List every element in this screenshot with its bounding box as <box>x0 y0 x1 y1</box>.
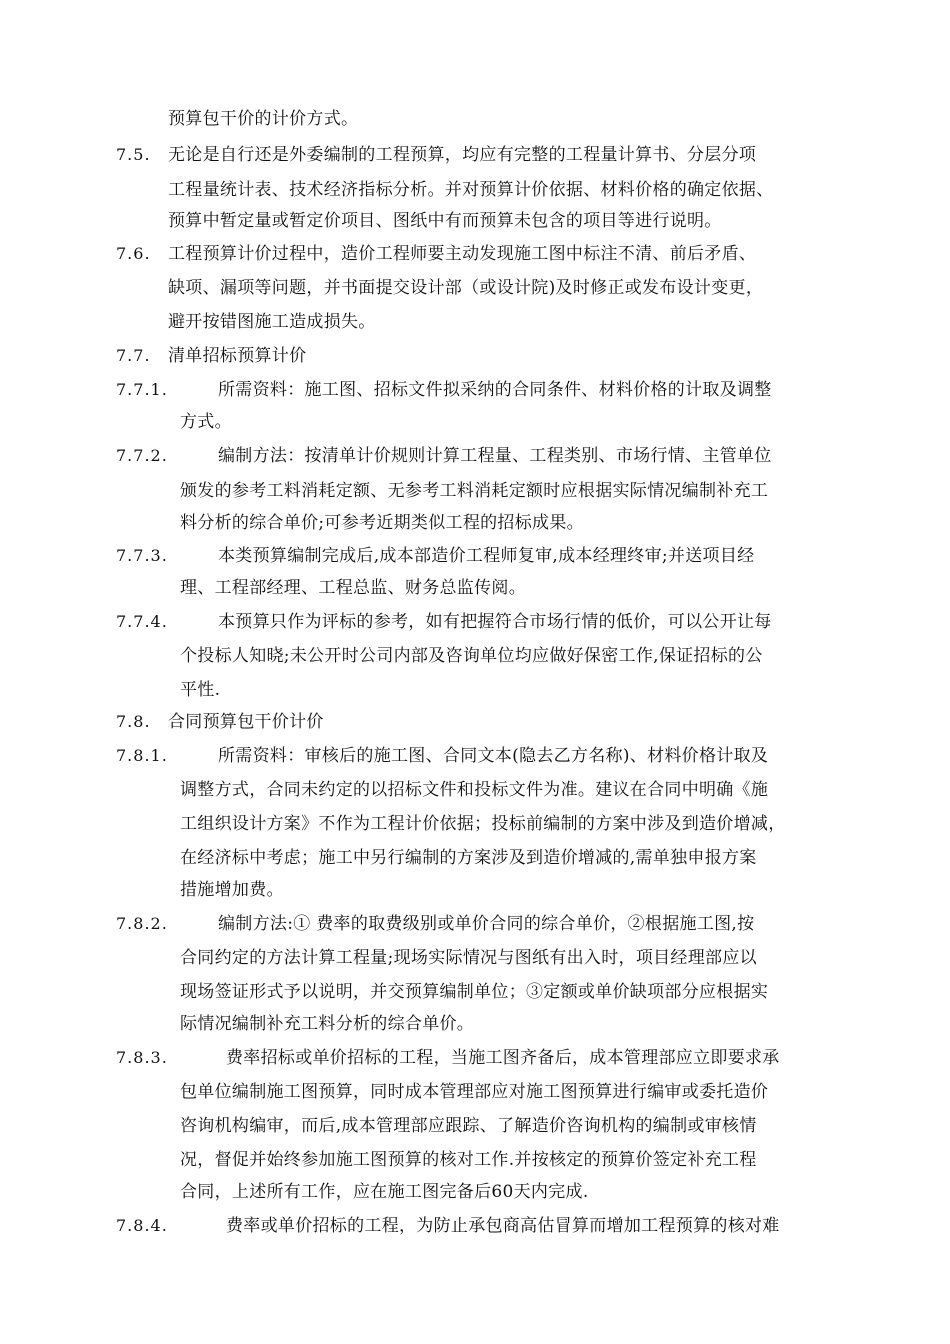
line-8-number: 7.7.1. <box>116 380 168 399</box>
line-16-text: 个投标人知晓;未公开时公司内部及咨询单位均应做好保密工作,保证招标的公 <box>180 646 763 666</box>
line-26-text: 现场签证形式予以说明，并交预算编制单位；③定额或单价缺项部分应根据实 <box>180 982 769 1002</box>
line-0-text: 预算包干价的计价方式。 <box>168 109 359 129</box>
line-15-text: 本预算只作为评标的参考，如有把握符合市场行情的低价，可以公开让每 <box>218 612 772 632</box>
line-31-text: 况，督促并始终参加施工图预算的核对工作.并按核定的预算价签定补充工程 <box>180 1150 757 1170</box>
line-33-number: 7.8.4. <box>116 1216 168 1235</box>
line-33-text: 费率或单价招标的工程，为防止承包商高估冒算而增加工程预算的核对难 <box>226 1216 780 1236</box>
line-27-text: 际情况编制补充工料分析的综合单价。 <box>180 1014 475 1034</box>
line-10-number: 7.7.2. <box>116 446 168 465</box>
line-22-text: 在经济标中考虑；施工中另行编制的方案涉及到造价增减的,需单独申报方案 <box>180 848 757 868</box>
line-8-text: 所需资料：施工图、招标文件拟采纳的合同条件、材料价格的计取及调整 <box>218 380 772 400</box>
line-10-text: 编制方法：按清单计价规则计算工程量、工程类别、市场行情、主管单位 <box>218 446 772 466</box>
line-24-number: 7.8.2. <box>116 914 168 933</box>
line-14-text: 理、工程部经理、工程总监、财务总监传阅。 <box>180 578 526 598</box>
line-9-text: 方式。 <box>180 412 232 432</box>
line-20-text: 调整方式，合同未约定的以招标文件和投标文件为准。建议在合同中明确《施 <box>180 780 769 800</box>
line-13-text: 本类预算编制完成后,成本部造价工程师复审,成本经理终审;并送项目经 <box>218 546 755 566</box>
line-29-text: 包单位编制施工图预算，同时成本管理部应对施工图预算进行编审或委托造价 <box>180 1082 769 1102</box>
line-1-number: 7.5. <box>116 145 151 164</box>
line-12-text: 料分析的综合单价;可参考近期类似工程的招标成果。 <box>180 513 584 533</box>
line-30-text: 咨询机构编审，而后,成本管理部应跟踪、了解造价咨询机构的编制或审核情 <box>180 1116 757 1136</box>
line-13-number: 7.7.3. <box>116 546 168 565</box>
line-19-text: 所需资料：审核后的施工图、合同文本(隐去乙方名称)、材料价格计取及 <box>218 746 769 766</box>
line-23-text: 措施增加费。 <box>180 880 284 900</box>
line-15-number: 7.7.4. <box>116 612 168 631</box>
line-28-number: 7.8.3. <box>116 1048 168 1067</box>
line-6-text: 避开按错图施工造成损失。 <box>168 312 376 332</box>
line-4-number: 7.6. <box>116 244 151 263</box>
line-7-text: 清单招标预算计价 <box>168 346 307 366</box>
line-18-text: 合同预算包干价计价 <box>168 712 324 732</box>
line-5-text: 缺项、漏项等问题，并书面提交设计部（或设计院)及时修正或发布设计变更， <box>168 278 764 298</box>
line-1-text: 无论是自行还是外委编制的工程预算，均应有完整的工程量计算书、分层分项 <box>168 145 757 165</box>
line-7-number: 7.7. <box>116 346 151 365</box>
line-4-text: 工程预算计价过程中，造价工程师要主动发现施工图中标注不清、前后矛盾、 <box>168 244 757 264</box>
line-19-number: 7.8.1. <box>116 746 168 765</box>
line-25-text: 合同约定的方法计算工程量;现场实际情况与图纸有出入时，项目经理部应以 <box>180 948 757 968</box>
line-24-text: 编制方法:① 费率的取费级别或单价合同的综合单价，②根据施工图,按 <box>218 914 755 934</box>
line-2-text: 工程量统计表、技术经济指标分析。并对预算计价依据、材料价格的确定依据、 <box>168 180 774 200</box>
line-32-text: 合同，上述所有工作，应在施工图完备后60天内完成. <box>180 1182 589 1202</box>
line-3-text: 预算中暂定量或暂定价项目、图纸中有而预算未包含的项目等进行说明。 <box>168 211 722 231</box>
line-11-text: 颁发的参考工料消耗定额、无参考工料消耗定额时应根据实际情况编制补充工 <box>180 481 769 501</box>
line-21-text: 工组织设计方案》不作为工程计价依据；投标前编制的方案中涉及到造价增减， <box>180 814 786 834</box>
line-17-text: 平性. <box>180 680 221 700</box>
line-28-text: 费率招标或单价招标的工程，当施工图齐备后，成本管理部应立即要求承 <box>226 1048 780 1068</box>
line-18-number: 7.8. <box>116 712 151 731</box>
